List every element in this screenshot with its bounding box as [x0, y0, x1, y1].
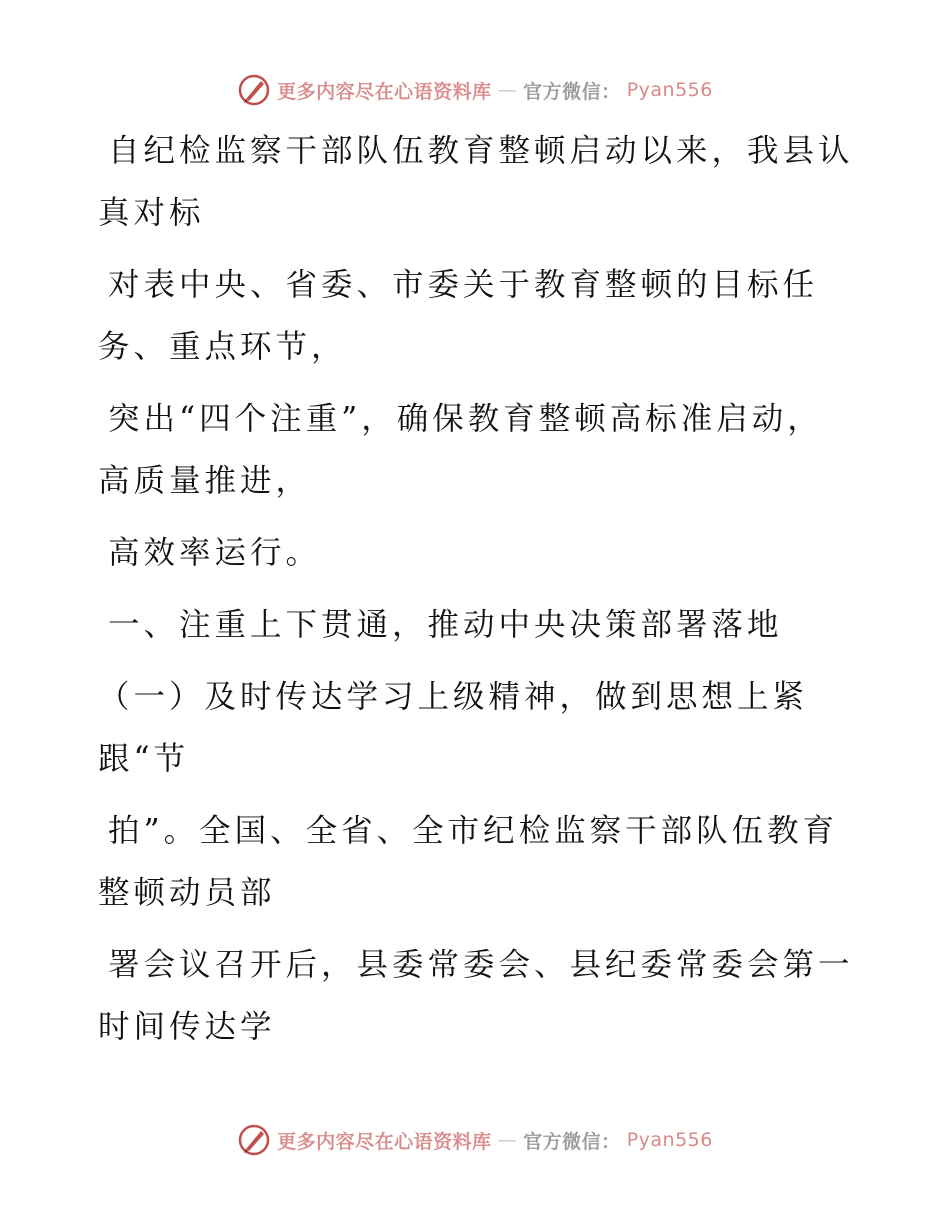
watermark-text: 更多内容尽在心语资料库	[277, 80, 492, 103]
watermark-wechat-label: 官方微信：	[523, 80, 621, 103]
paragraph-line: 自纪检监察干部队伍教育整顿启动以来，我县认	[108, 133, 854, 169]
watermark-text: 更多内容尽在心语资料库	[277, 1130, 492, 1153]
watermark-wechat-id: Pyan556	[626, 79, 713, 101]
paragraph	[98, 254, 838, 378]
paragraph-line: 务、重点环节，	[98, 329, 347, 365]
watermark-dash: —	[497, 79, 518, 101]
paragraph	[98, 522, 838, 584]
paragraph-line: 署会议召开后，县委常委会、县纪委常委会第一	[108, 947, 854, 983]
paragraph-line: 高效率运行。	[108, 535, 322, 571]
paragraph	[98, 934, 854, 1058]
section-heading	[98, 594, 838, 656]
paragraph-line: 时间传达学	[98, 1009, 276, 1045]
watermark-wechat-id: Pyan556	[626, 1129, 713, 1151]
paragraph-line: （一）及时传达学习上级精神，做到思想上紧	[98, 679, 809, 715]
paragraph	[98, 120, 854, 244]
footer-watermark	[0, 1120, 950, 1160]
document-body	[98, 120, 854, 1068]
header-watermark	[0, 70, 950, 110]
paragraph	[98, 388, 838, 512]
paragraph-line: 真对标	[98, 195, 205, 231]
watermark-dash: —	[497, 1129, 518, 1151]
paragraph-line: 一、注重上下贯通，推动中央决策部署落地	[108, 607, 783, 643]
paragraph-line: 整顿动员部	[98, 875, 276, 911]
paragraph-line: 拍”。全国、全省、全市纪检监察干部队伍教育	[108, 813, 839, 849]
paragraph-line: 跟“节	[98, 741, 190, 777]
paragraph-line: 高质量推进，	[98, 463, 312, 499]
watermark-wechat-label: 官方微信：	[523, 1130, 621, 1153]
paragraph	[98, 800, 838, 924]
paragraph	[98, 666, 838, 790]
paragraph-line: 对表中央、省委、市委关于教育整顿的目标任	[108, 267, 819, 303]
quill-pen-circle-icon	[237, 73, 271, 107]
quill-pen-circle-icon	[237, 1123, 271, 1157]
paragraph-line: 突出“四个注重”，确保教育整顿高标准启动，	[108, 401, 823, 437]
